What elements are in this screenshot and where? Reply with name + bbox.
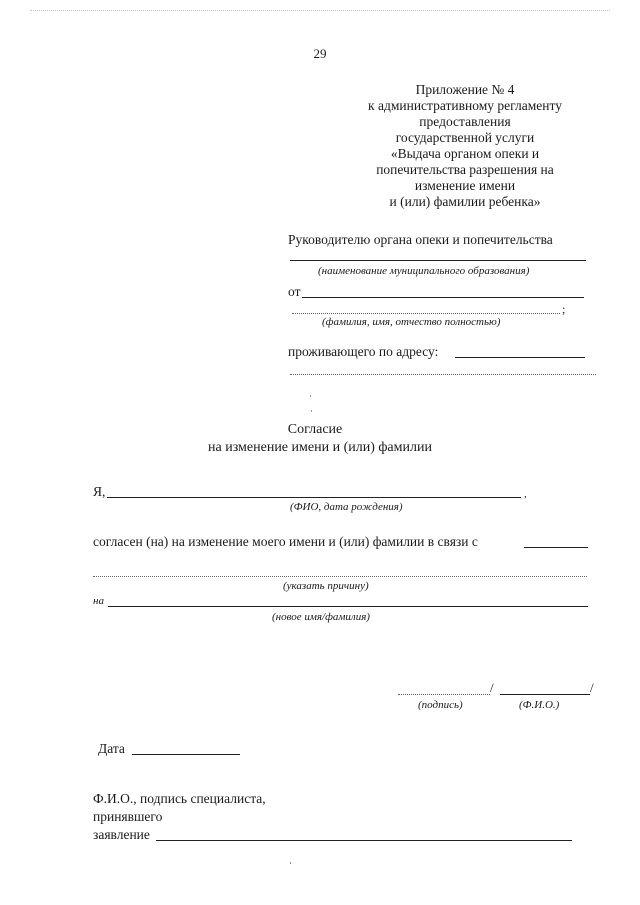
scan-speck — [290, 862, 291, 864]
reason-blank-start[interactable] — [524, 547, 588, 548]
from-blank-2[interactable] — [292, 313, 560, 314]
new-name-caption: (новое имя/фамилия) — [272, 611, 370, 623]
signature-fio-caption: (Ф.И.О.) — [519, 699, 560, 711]
scan-header-artifact — [30, 10, 610, 11]
municipality-blank[interactable] — [290, 260, 586, 261]
appendix-line: к административному регламенту — [368, 98, 562, 113]
appendix-header — [340, 82, 590, 210]
appendix-line: и (или) фамилии ребенка» — [389, 194, 541, 209]
to-label: на — [93, 595, 104, 607]
address-label: проживающего по адресу: — [288, 344, 439, 359]
consent-text: согласен (на) на изменение моего имени и (или) фамилии в связи с — [93, 534, 478, 549]
appendix-line: «Выдача органом опеки и — [390, 146, 540, 161]
address-blank-2[interactable] — [290, 374, 596, 375]
scan-speck — [310, 395, 311, 397]
new-name-blank[interactable] — [108, 606, 588, 607]
scan-speck — [311, 410, 312, 412]
comma: , — [524, 488, 527, 500]
slash: / — [490, 680, 494, 695]
appendix-line: государственной услуги — [395, 130, 535, 145]
appendix-line: Приложение № 4 — [415, 82, 515, 97]
fio-birth-caption: (ФИО, дата рождения) — [290, 501, 403, 513]
appendix-line: попечительства разрешения на — [376, 162, 554, 177]
signature-caption: (подпись) — [418, 699, 463, 711]
appendix-line: изменение имени — [414, 178, 516, 193]
specialist-line1: Ф.И.О., подпись специалиста, — [93, 791, 266, 806]
page-number: 29 — [313, 46, 327, 61]
signature-fio-blank[interactable] — [500, 694, 590, 695]
reason-blank[interactable] — [93, 576, 587, 577]
specialist-blank[interactable] — [156, 840, 572, 841]
semicolon: ; — [562, 302, 566, 316]
from-label: от — [288, 284, 301, 299]
municipality-caption: (наименование муниципального образования) — [318, 265, 530, 277]
address-blank[interactable] — [455, 357, 585, 358]
addressee-head: Руководителю органа опеки и попечительства — [288, 232, 553, 247]
fio-caption: (фамилия, имя, отчество полностью) — [322, 316, 501, 328]
specialist-line2: принявшего — [93, 809, 163, 824]
specialist-line3: заявление — [93, 827, 150, 842]
document-subtitle: на изменение имени и (или) фамилии — [208, 440, 432, 455]
document-title: Согласие — [287, 422, 343, 437]
date-label: Дата — [98, 741, 125, 756]
date-blank[interactable] — [132, 754, 240, 755]
from-blank[interactable] — [302, 297, 584, 298]
fio-birth-blank[interactable] — [107, 497, 521, 498]
i-label: Я, — [93, 484, 106, 499]
slash: / — [590, 680, 594, 695]
appendix-line: предоставления — [419, 114, 511, 129]
reason-caption: (указать причину) — [283, 580, 369, 592]
signature-blank[interactable] — [398, 694, 490, 695]
